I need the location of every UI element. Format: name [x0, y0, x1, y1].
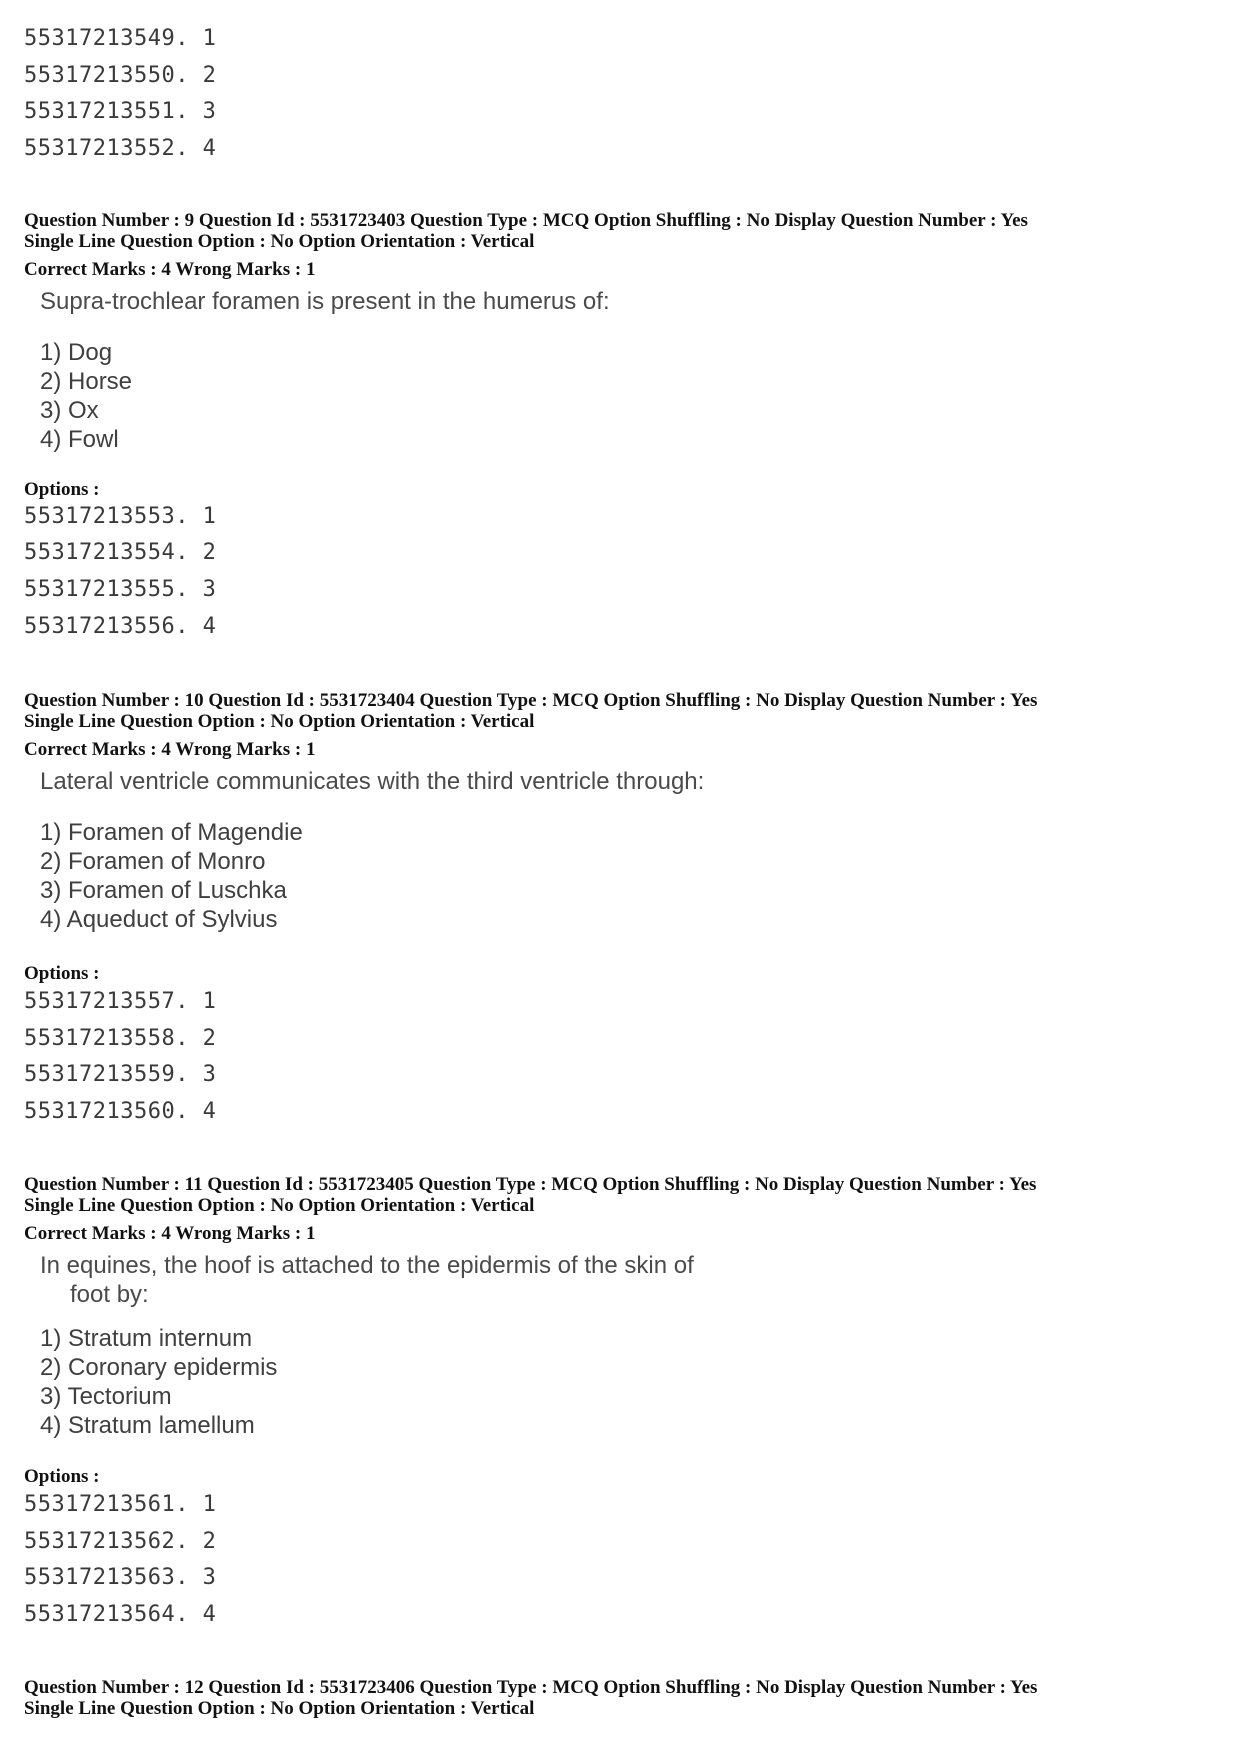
question-10-meta-2: Single Line Question Option : No Option Orientation : Vertical — [24, 711, 535, 732]
question-10-choice: 1) Foramen of Magendie — [40, 819, 303, 846]
question-11-text-continued: foot by: — [70, 1281, 149, 1308]
options-label: Options : — [24, 479, 100, 500]
question-10-text: Lateral ventricle communicates with the third ventricle through: — [40, 768, 705, 795]
question-11-choice: 4) Stratum lamellum — [40, 1412, 255, 1439]
option-code: 55317213557. 1 — [24, 989, 217, 1014]
option-code: 55317213561. 1 — [24, 1492, 217, 1517]
question-9-choice: 3) Ox — [40, 397, 99, 424]
question-12-meta-2: Single Line Question Option : No Option Orientation : Vertical — [24, 1698, 535, 1719]
question-9-marks: Correct Marks : 4 Wrong Marks : 1 — [24, 259, 316, 280]
question-9-choice: 1) Dog — [40, 339, 113, 366]
question-11-meta: Question Number : 11 Question Id : 5531723405 Question Type : MCQ Option Shuffling : No Display Question Number : Yes — [24, 1174, 1037, 1195]
question-10-choice: 2) Foramen of Monro — [40, 848, 266, 875]
option-code: 55317213550. 2 — [24, 63, 217, 88]
option-code: 55317213556. 4 — [24, 614, 217, 639]
question-10-marks: Correct Marks : 4 Wrong Marks : 1 — [24, 739, 316, 760]
question-12-meta: Question Number : 12 Question Id : 5531723406 Question Type : MCQ Option Shuffling : No Display Question Number : Yes — [24, 1677, 1038, 1698]
question-9-meta-2: Single Line Question Option : No Option Orientation : Vertical — [24, 231, 535, 252]
question-10-choice: 4) Aqueduct of Sylvius — [40, 906, 278, 933]
option-code: 55317213551. 3 — [24, 99, 217, 124]
option-code: 55317213558. 2 — [24, 1026, 217, 1051]
question-9-text: Supra-trochlear foramen is present in the humerus of: — [40, 288, 610, 315]
question-11-choice: 2) Coronary epidermis — [40, 1354, 278, 1381]
question-11-choice: 1) Stratum internum — [40, 1325, 253, 1352]
question-11-choice: 3) Tectorium — [40, 1383, 172, 1410]
options-label: Options : — [24, 1466, 100, 1487]
question-9-choice: 2) Horse — [40, 368, 133, 395]
option-code: 55317213559. 3 — [24, 1062, 217, 1087]
option-code: 55317213549. 1 — [24, 26, 217, 51]
option-code: 55317213554. 2 — [24, 540, 217, 565]
question-10-choice: 3) Foramen of Luschka — [40, 877, 287, 904]
option-code: 55317213564. 4 — [24, 1602, 217, 1627]
question-11-meta-2: Single Line Question Option : No Option Orientation : Vertical — [24, 1195, 535, 1216]
option-code: 55317213560. 4 — [24, 1099, 217, 1124]
option-code: 55317213552. 4 — [24, 136, 217, 161]
question-11-marks: Correct Marks : 4 Wrong Marks : 1 — [24, 1223, 316, 1244]
question-9-meta: Question Number : 9 Question Id : 5531723403 Question Type : MCQ Option Shuffling : No Display Question Number : Yes — [24, 210, 1028, 231]
option-code: 55317213562. 2 — [24, 1529, 217, 1554]
option-code: 55317213563. 3 — [24, 1565, 217, 1590]
question-9-choice: 4) Fowl — [40, 426, 119, 453]
option-code: 55317213555. 3 — [24, 577, 217, 602]
question-11-text: In equines, the hoof is attached to the epidermis of the skin of — [40, 1252, 694, 1279]
option-code: 55317213553. 1 — [24, 504, 217, 529]
options-label: Options : — [24, 963, 100, 984]
question-10-meta: Question Number : 10 Question Id : 5531723404 Question Type : MCQ Option Shuffling : No Display Question Number : Yes — [24, 690, 1038, 711]
